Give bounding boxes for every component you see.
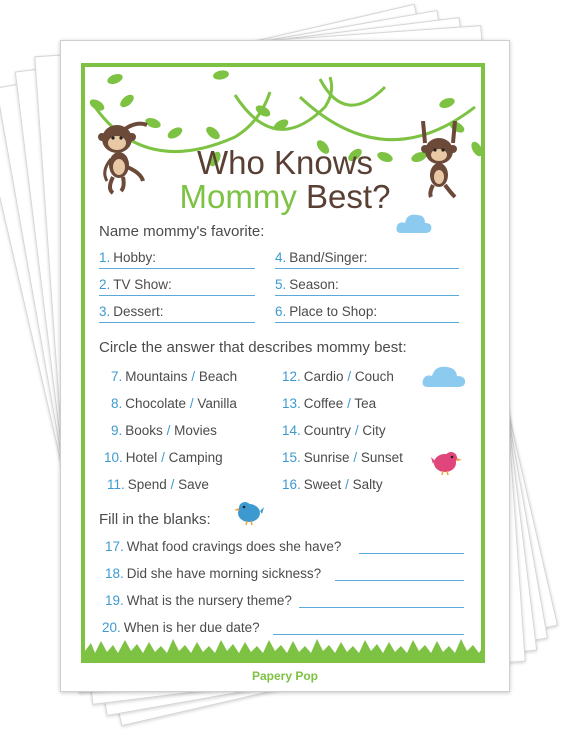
title-rest: Best? [296, 178, 391, 215]
item-label: Band/Singer: [289, 250, 368, 265]
item-label: TV Show: [113, 277, 172, 292]
option-a[interactable]: Sunrise [303, 450, 350, 465]
favorite-blank-5[interactable] [275, 276, 459, 296]
item-number: 14. [282, 423, 301, 438]
blank-question-19 [105, 592, 292, 610]
option-b[interactable]: Sunset [360, 450, 403, 465]
separator: / [353, 450, 358, 465]
option-b[interactable]: Save [178, 477, 209, 492]
choice-item-10[interactable] [104, 449, 223, 467]
question-text: Did she have morning sickness? [126, 566, 322, 581]
question-text: When is her due date? [123, 620, 260, 635]
option-a[interactable]: Sweet [303, 477, 342, 492]
item-number: 6. [275, 304, 287, 319]
option-b[interactable]: Beach [198, 369, 238, 384]
item-label: Season: [289, 277, 339, 292]
answer-line[interactable] [299, 607, 464, 608]
blank-question-20 [102, 619, 260, 637]
option-b[interactable]: City [362, 423, 386, 438]
separator: / [347, 369, 352, 384]
separator: / [161, 450, 165, 465]
separator: / [354, 423, 359, 438]
option-b[interactable]: Salty [352, 477, 383, 492]
choice-item-9[interactable] [111, 422, 217, 440]
answer-line[interactable] [359, 553, 464, 554]
favorite-blank-3[interactable] [99, 303, 255, 323]
item-number: 17. [105, 539, 124, 554]
choice-item-12[interactable] [282, 368, 394, 386]
item-number: 15. [282, 450, 301, 465]
item-label: Place to Shop: [289, 304, 378, 319]
answer-line[interactable] [273, 634, 464, 635]
option-b[interactable]: Tea [354, 396, 377, 411]
favorites-heading: Name mommy's favorite: [99, 223, 265, 240]
item-number: 3. [99, 304, 111, 319]
option-a[interactable]: Coffee [303, 396, 344, 411]
item-label: Hobby: [113, 250, 157, 265]
item-number: 4. [275, 250, 287, 265]
option-a[interactable]: Mountains [125, 369, 188, 384]
cloud-icon [421, 361, 467, 389]
question-text: What is the nursery theme? [126, 593, 292, 608]
blank-question-18 [105, 565, 321, 583]
favorite-blank-1[interactable] [99, 249, 255, 269]
question-text: What food cravings does she have? [126, 539, 342, 554]
choice-item-13[interactable] [282, 395, 376, 413]
grass-icon [85, 637, 485, 663]
title-line-1: Who Knows [196, 144, 374, 181]
separator: / [345, 477, 349, 492]
option-b[interactable]: Vanilla [197, 396, 237, 411]
option-b[interactable]: Couch [354, 369, 394, 384]
separator: / [347, 396, 351, 411]
title-line-2 [61, 178, 509, 216]
option-b[interactable]: Camping [168, 450, 223, 465]
item-label: Dessert: [113, 304, 164, 319]
game-card [60, 40, 510, 692]
option-a[interactable]: Chocolate [125, 396, 187, 411]
item-number: 9. [111, 423, 123, 438]
separator: / [191, 369, 196, 384]
option-a[interactable]: Cardio [303, 369, 344, 384]
favorite-blank-2[interactable] [99, 276, 255, 296]
item-number: 5. [275, 277, 287, 292]
title-highlight: Mommy [179, 178, 297, 215]
choice-item-7[interactable] [111, 368, 237, 386]
item-number: 11. [107, 477, 125, 492]
circle-heading: Circle the answer that describes mommy best: [99, 339, 407, 356]
item-number: 2. [99, 277, 111, 292]
item-number: 7. [111, 369, 123, 384]
bird-icon [431, 449, 463, 475]
separator: / [189, 396, 194, 411]
item-number: 18. [105, 566, 124, 581]
option-a[interactable]: Books [125, 423, 163, 438]
blanks-heading: Fill in the blanks: [99, 511, 211, 528]
option-a[interactable]: Spend [127, 477, 167, 492]
choice-item-8[interactable] [111, 395, 237, 413]
item-number: 12. [282, 369, 301, 384]
item-number: 8. [111, 396, 123, 411]
item-number: 19. [105, 593, 124, 608]
favorite-blank-6[interactable] [275, 303, 459, 323]
separator: / [166, 423, 171, 438]
answer-line[interactable] [335, 580, 464, 581]
option-b[interactable]: Movies [174, 423, 217, 438]
item-number: 20. [102, 620, 121, 635]
item-number: 10. [104, 450, 123, 465]
option-a[interactable]: Hotel [125, 450, 158, 465]
favorite-blank-4[interactable] [275, 249, 459, 269]
choice-item-11[interactable] [107, 476, 209, 494]
item-number: 1. [99, 250, 111, 265]
choice-item-16[interactable] [282, 476, 383, 494]
choice-item-14[interactable] [282, 422, 386, 440]
choice-item-15[interactable] [282, 449, 403, 467]
blank-question-17 [105, 538, 341, 556]
brand-logo: Papery Pop [251, 669, 319, 683]
option-a[interactable]: Country [303, 423, 352, 438]
item-number: 13. [282, 396, 301, 411]
cloud-icon [395, 209, 433, 235]
item-number: 16. [282, 477, 301, 492]
bird-icon [233, 499, 265, 525]
separator: / [170, 477, 175, 492]
